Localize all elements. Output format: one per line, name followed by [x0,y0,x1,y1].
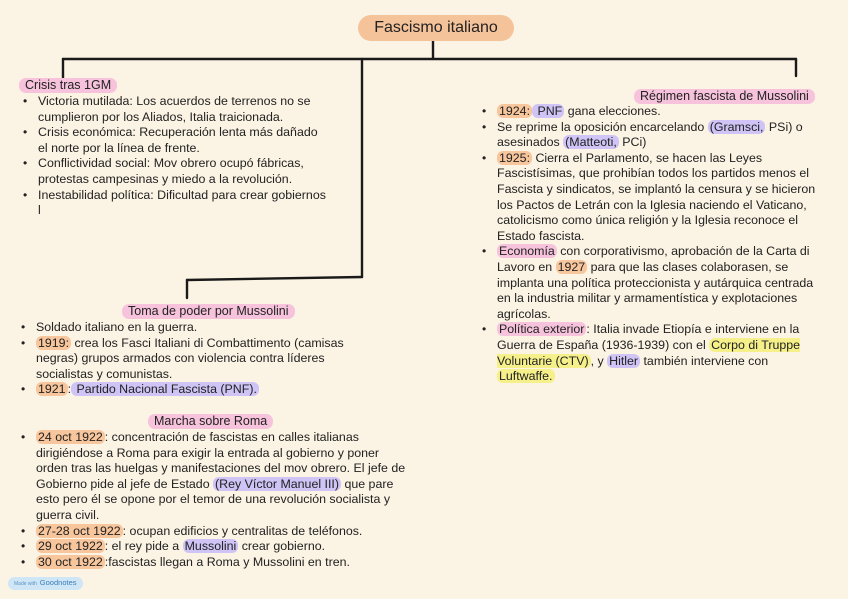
item-text: que pare esto pero él se opone por el temor de una revolución socialista y guerra civil. [36,476,394,522]
item-text: , y [590,353,608,368]
list-item [480,151,825,245]
heading-marcha: Marcha sobre Roma [148,414,273,429]
date-highlight: 1925: [499,150,531,165]
item-text: crea los Fasci Italiani di Combattimento (camisas negras) grupos armados con violencia contra líderes socialistas y comunistas. [36,335,344,381]
name-highlight: PNF [534,104,563,118]
center-elbow [187,277,362,280]
item-text: para que las clases colaborasen, se implanta una política proteccionista y autárquica centrada en la industria militar y armamentística y explotaciones agrícolas. [497,259,814,321]
topic-highlight: Economía [499,244,555,259]
item-text: con corporativismo, aprobación de la Carta di Lavoro en [497,244,810,274]
date-highlight: 29 oct 1922 [38,539,103,554]
watermark-prefix: Made with [14,581,37,587]
name-highlight: (Matteoti, [565,135,617,150]
item-text: Cierra el Parlamento, se hacen las Leyes Fascistísimas, que prohibían todos los partidos menos el Fascista y sindicatos, se implantó la censura y se hicieron los Pactos de Letrán con la Iglesia naciendo el Vaticano, catolicismo como única religión y la Iglesia reconoce el Estado fascista. [497,150,816,243]
item-text: PCi) [618,135,647,150]
list-item [19,430,411,524]
item-text: PSi) o asesinados [497,119,803,150]
date-highlight: 1924: [499,104,531,118]
list-item: • Crisis económica: Recuperación lenta más dañado el norte por la línea de frente. [21,125,326,156]
date-highlight: 1927 [557,259,586,274]
list-item [19,336,374,383]
list-item [19,539,411,555]
yellow-highlight: Corpo di Truppe Voluntarie (CTV) [497,337,801,368]
list-item: • Conflictividad social: Mov obrero ocupó fábricas, protestas campesinas y miedo a la revolución. [21,156,326,187]
item-text: :fascistas llegan a Roma y Mussolini en tren. [104,554,350,569]
list-item [19,524,411,540]
date-highlight: 1919: [38,335,70,350]
item-text: : Italia invade Etiopía e interviene en la Guerra de España (1936-1939) con el [497,322,800,352]
name-highlight: Hitler [609,353,639,368]
topic-highlight: Política exterior [499,322,585,337]
main-title: Fascismo italiano [358,15,514,41]
list-crisis [21,94,326,219]
list-item [480,244,825,322]
name-highlight: Partido Nacional Fascista (PNF). [73,382,257,397]
date-highlight: 24 oct 1922 [38,430,103,444]
name-highlight: (Rey Víctor Manuel III) [215,476,339,491]
item-text: : concentración de fascistas en calles italianas dirigiéndose a Roma para exigir la entrada al gobierno y poner orden tras las huelgas y manifestaciones del mov obrero. El jefe de Gobierno pide al jefe de Estado [36,430,406,491]
list-item [19,555,411,571]
list-item [480,322,825,384]
list-item [480,104,825,120]
list-item: • Soldado italiano en la guerra. [19,320,374,336]
heading-regimen: Régimen fascista de Mussolini [634,89,815,104]
list-item: • Victoria mutilada: Los acuerdos de terrenos no se cumplieron por los Aliados, Italia traicionada. [21,94,326,125]
yellow-highlight: Luftwaffe. [499,369,553,384]
item-text: crear gobierno. [238,539,326,554]
list-toma [19,320,374,398]
item-text: también interviene con [640,353,769,368]
item-text: gana elecciones. [564,104,661,118]
item-text: : ocupan edificios y centralitas de teléfonos. [122,523,363,538]
watermark-brand: Goodnotes [39,578,77,587]
list-marcha [19,430,411,570]
date-highlight: 30 oct 1922 [38,554,103,569]
list-item [19,382,374,398]
heading-crisis: Crisis tras 1GM [19,78,117,93]
list-item: • Inestabilidad política: Dificultad para crear gobiernos l [21,188,326,219]
item-text: Se reprime la oposición encarcelando [497,119,708,134]
name-highlight: Mussolini [184,539,237,554]
heading-toma: Toma de poder por Mussolini [122,304,295,319]
list-regimen [480,104,825,385]
name-highlight: (Gramsci, [709,119,764,134]
item-text: : [67,382,72,397]
list-item [480,120,825,151]
goodnotes-watermark [8,577,83,590]
date-highlight: 27-28 oct 1922 [38,523,121,538]
date-highlight: 1921 [38,382,66,397]
item-text: : el rey pide a [104,539,183,554]
